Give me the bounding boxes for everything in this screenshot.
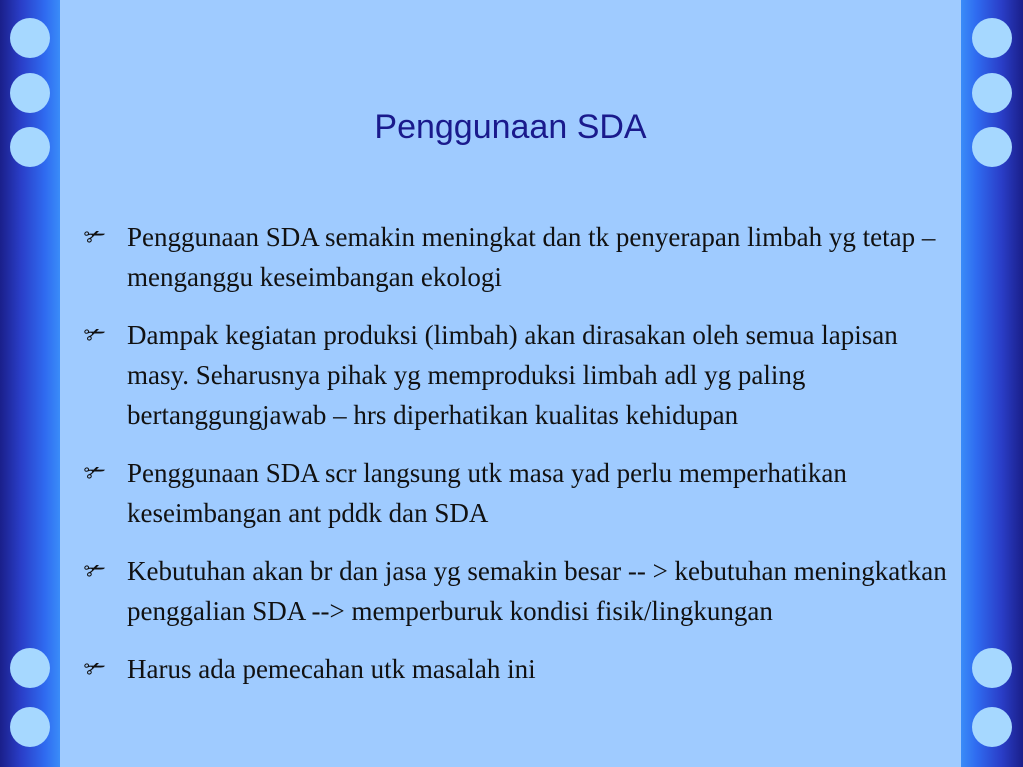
bullet-list <box>84 217 964 707</box>
bullet-text: Penggunaan SDA scr langsung utk masa yad perlu memperhatikan keseimbangan ant pddk dan SDA <box>127 458 847 528</box>
film-hole <box>10 73 50 113</box>
bullet-item <box>84 551 964 631</box>
film-hole <box>10 18 50 58</box>
film-hole <box>972 648 1012 688</box>
scissors-icon: ✃ <box>84 654 106 683</box>
film-hole <box>10 648 50 688</box>
right-film-border <box>961 0 1023 767</box>
scissors-icon: ✃ <box>84 320 106 349</box>
bullet-text: Penggunaan SDA semakin meningkat dan tk penyerapan limbah yg tetap – menganggu keseimbangan ekologi <box>127 222 936 292</box>
film-hole <box>972 707 1012 747</box>
film-hole <box>10 707 50 747</box>
left-film-border <box>0 0 60 767</box>
film-hole <box>972 73 1012 113</box>
bullet-item <box>84 453 964 533</box>
scissors-icon: ✃ <box>84 222 106 251</box>
film-hole <box>972 127 1012 167</box>
bullet-item <box>84 315 964 435</box>
slide-title: Penggunaan SDA <box>374 108 647 146</box>
film-hole <box>10 127 50 167</box>
slide-content <box>60 0 961 767</box>
film-hole <box>972 18 1012 58</box>
bullet-text: Harus ada pemecahan utk masalah ini <box>127 654 536 684</box>
scissors-icon: ✃ <box>84 458 106 487</box>
bullet-text: Dampak kegiatan produksi (limbah) akan dirasakan oleh semua lapisan masy. Seharusnya pihak yg memproduksi limbah adl yg paling bertanggungjawab – hrs diperhatikan kualitas kehidupan <box>127 320 898 430</box>
bullet-item <box>84 649 964 689</box>
scissors-icon: ✃ <box>84 556 106 585</box>
bullet-item <box>84 217 964 297</box>
bullet-text: Kebutuhan akan br dan jasa yg semakin besar -- > kebutuhan meningkatkan penggalian SDA --> memperburuk kondisi fisik/lingkungan <box>127 556 947 626</box>
